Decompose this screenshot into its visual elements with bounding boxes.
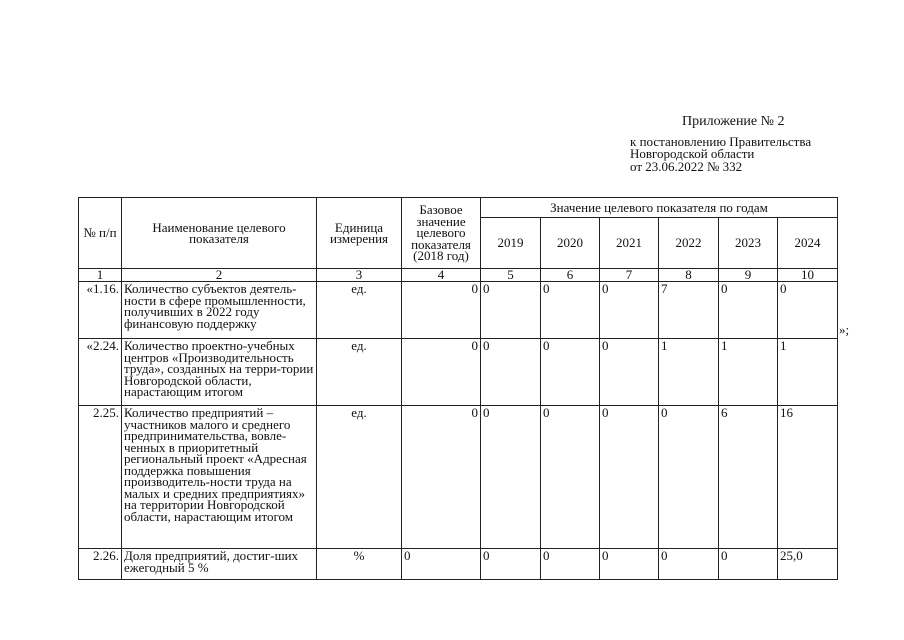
header-years-group: Значение целевого показателя по годам xyxy=(481,198,838,218)
row-value: 0 xyxy=(659,406,719,549)
row-value: 25,0 xyxy=(778,549,838,580)
row-unit: ед. xyxy=(317,406,402,549)
row-value: 1 xyxy=(659,339,719,406)
row-number: «2.24. xyxy=(79,339,122,406)
row-unit: ед. xyxy=(317,339,402,406)
row-value: 0 xyxy=(600,339,659,406)
row-base: 0 xyxy=(402,549,481,580)
closing-quote-mark: »; xyxy=(839,322,850,337)
indicators-table xyxy=(78,197,838,580)
row-name: Количество проектно-учебных центров «Производительность труда», созданных на терри-тории Новгородской области, нарастающим итогом xyxy=(122,339,317,406)
row-value: 0 xyxy=(481,339,541,406)
table-row xyxy=(79,406,838,549)
column-number: 9 xyxy=(719,269,778,282)
table-row xyxy=(79,549,838,580)
row-number: «1.16. xyxy=(79,282,122,339)
row-value: 0 xyxy=(541,339,600,406)
column-number: 4 xyxy=(402,269,481,282)
header-year: 2024 xyxy=(778,218,838,269)
row-value: 16 xyxy=(778,406,838,549)
row-number: 2.26. xyxy=(79,549,122,580)
column-number: 7 xyxy=(600,269,659,282)
row-value: 0 xyxy=(719,282,778,339)
column-numbers-row xyxy=(79,269,838,282)
header-col-num: № п/п xyxy=(79,198,122,269)
row-value: 0 xyxy=(600,549,659,580)
appendix-title: Приложение № 2 xyxy=(682,114,785,129)
row-value: 0 xyxy=(481,406,541,549)
row-base: 0 xyxy=(402,282,481,339)
column-number: 2 xyxy=(122,269,317,282)
column-number: 6 xyxy=(541,269,600,282)
table-row xyxy=(79,339,838,406)
header-col-base: Базовое значение целевого показателя (2018 год) xyxy=(402,198,481,269)
row-value: 0 xyxy=(778,282,838,339)
row-value: 0 xyxy=(719,549,778,580)
row-value: 0 xyxy=(541,549,600,580)
row-unit: ед. xyxy=(317,282,402,339)
column-number: 1 xyxy=(79,269,122,282)
header-year: 2019 xyxy=(481,218,541,269)
header-year: 2021 xyxy=(600,218,659,269)
row-number: 2.25. xyxy=(79,406,122,549)
row-value: 0 xyxy=(600,406,659,549)
column-number: 8 xyxy=(659,269,719,282)
header-year: 2022 xyxy=(659,218,719,269)
row-value: 0 xyxy=(600,282,659,339)
row-name: Доля предприятий, достиг-ших ежегодный 5 % xyxy=(122,549,317,580)
row-base: 0 xyxy=(402,406,481,549)
row-name: Количество субъектов деятель-ности в сфере промышленности, получивших в 2022 году финансовую поддержку xyxy=(122,282,317,339)
row-value: 0 xyxy=(481,549,541,580)
appendix-line-1: к постановлению Правительства xyxy=(630,133,812,149)
header-year: 2020 xyxy=(541,218,600,269)
appendix-line-3: от 23.06.2022 № 332 xyxy=(630,158,743,174)
row-unit: % xyxy=(317,549,402,580)
row-value: 1 xyxy=(778,339,838,406)
column-number: 3 xyxy=(317,269,402,282)
table-row xyxy=(79,282,838,339)
row-value: 0 xyxy=(541,282,600,339)
column-number: 5 xyxy=(481,269,541,282)
row-name: Количество предприятий – участников малого и среднего предпринимательства, вовле-ченных в приоритетный региональный проект «Адресная поддержка повышения производитель-ности труда на малых и средних предприятиях» на территории Новгородской области, нарастающим итогом xyxy=(122,406,317,549)
header-col-unit: Единица измерения xyxy=(317,198,402,269)
row-value: 0 xyxy=(481,282,541,339)
appendix-line-2: Новгородской области xyxy=(630,146,755,161)
row-value: 1 xyxy=(719,339,778,406)
column-number: 10 xyxy=(778,269,838,282)
row-value: 0 xyxy=(541,406,600,549)
row-value: 0 xyxy=(659,549,719,580)
header-col-name: Наименование целевого показателя xyxy=(122,198,317,269)
row-base: 0 xyxy=(402,339,481,406)
header-year: 2023 xyxy=(719,218,778,269)
row-value: 7 xyxy=(659,282,719,339)
row-value: 6 xyxy=(719,406,778,549)
appendix-header xyxy=(630,116,900,173)
